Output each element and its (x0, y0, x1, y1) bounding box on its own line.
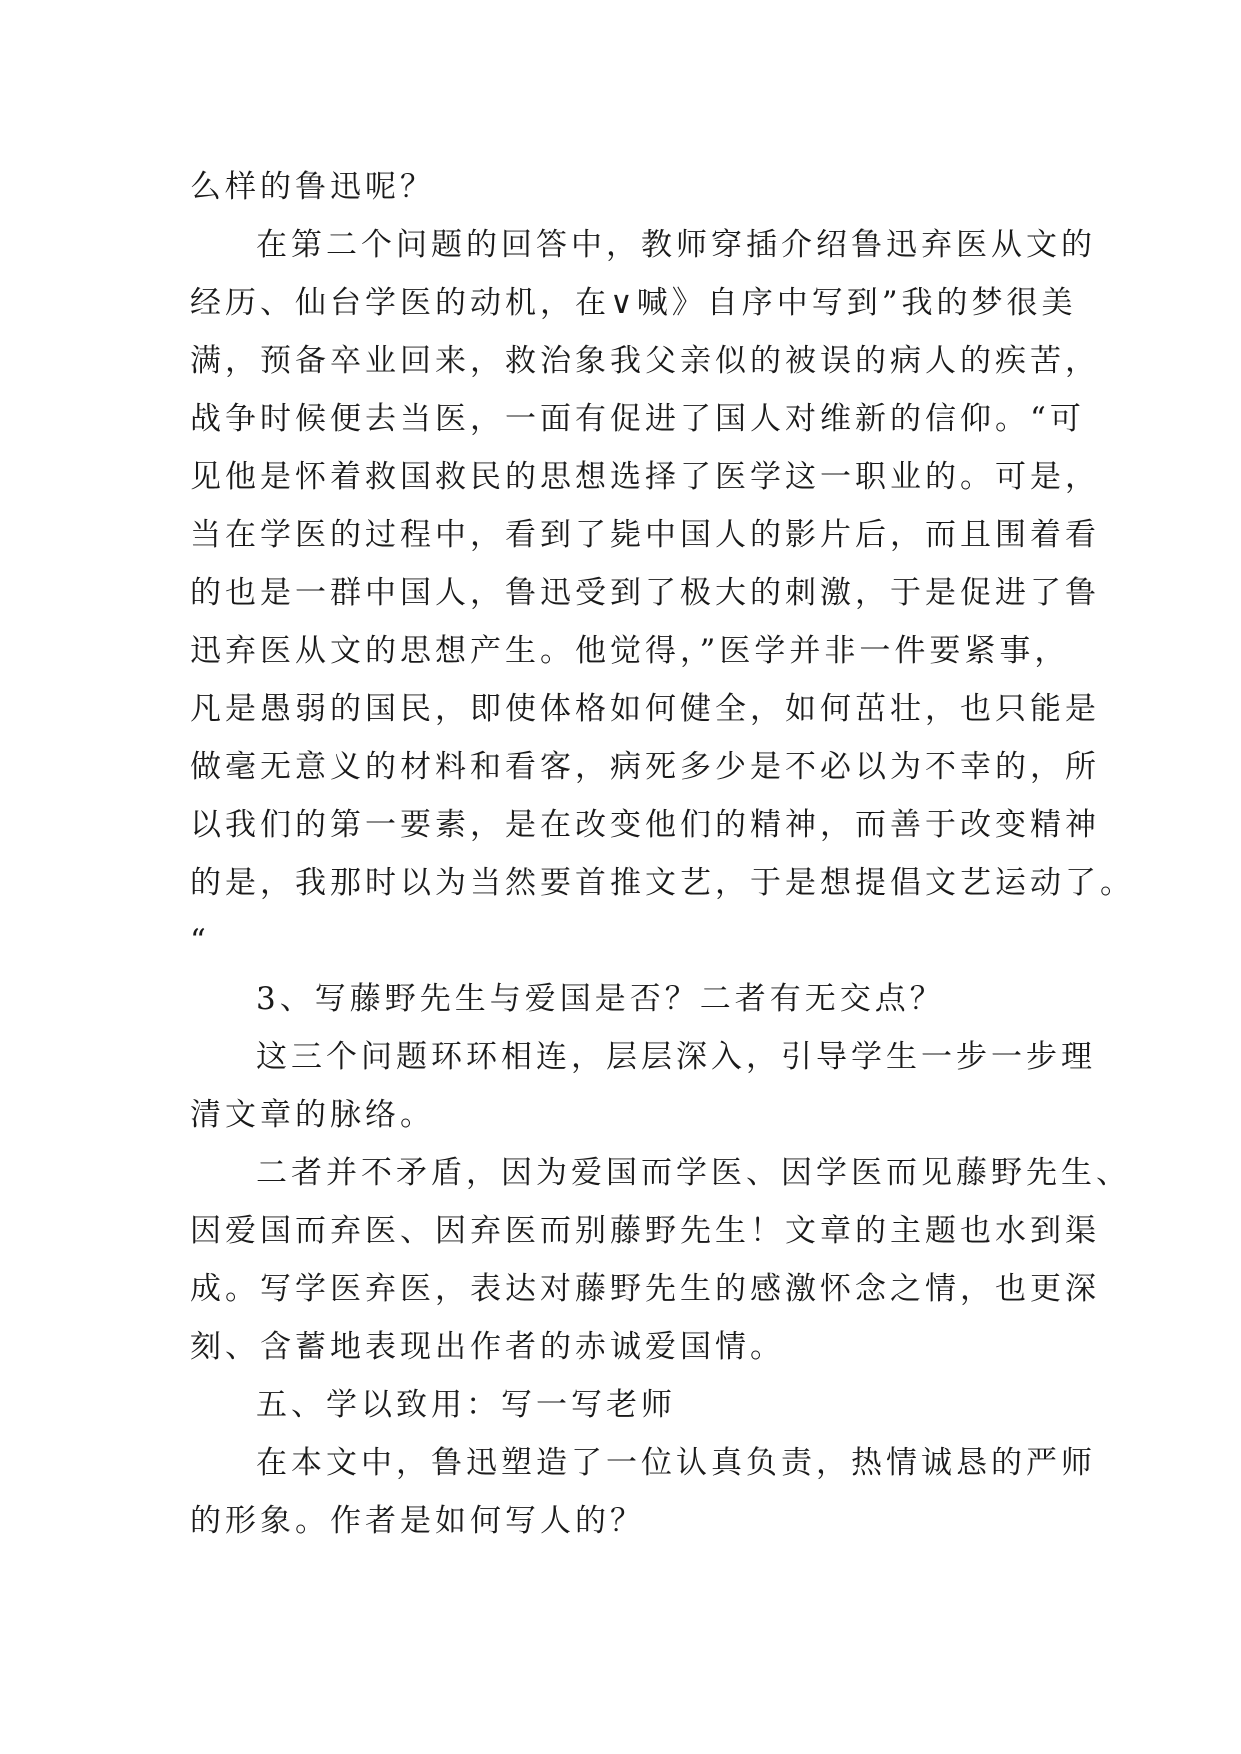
text-line: 因爱国而弃医、因弃医而别藤野先生！文章的主题也水到渠 (190, 1213, 1100, 1249)
text-line: 刻、含蓄地表现出作者的赤诚爱国情。 (190, 1329, 785, 1365)
text-line: 见他是怀着救国救民的思想选择了医学这一职业的。可是， (190, 459, 1100, 495)
text-line: 当在学医的过程中，看到了毙中国人的影片后，而且围着看 (190, 517, 1100, 553)
text-line: 清文章的脉络。 (190, 1097, 435, 1133)
text-line: 战争时候便去当医，一面有促进了国人对维新的信仰。“可 (190, 401, 1085, 437)
text-line: 以我们的第一要素，是在改变他们的精神，而善于改变精神 (190, 807, 1100, 843)
text-line: 成。写学医弃医，表达对藤野先生的感激怀念之情，也更深 (190, 1271, 1100, 1307)
text-line: “ (190, 923, 210, 959)
text-line: 凡是愚弱的国民，即使体格如何健全，如何茁壮，也只能是 (190, 691, 1100, 727)
text-line: 这三个问题环环相连，层层深入，引导学生一步一步理 (256, 1039, 1096, 1075)
section-heading-3: 3、写藤野先生与爱国是否？二者有无交点？ (256, 981, 945, 1017)
text-line: 在本文中，鲁迅塑造了一位认真负责，热情诚恳的严师 (256, 1445, 1096, 1481)
text-line: 的形象。作者是如何写人的？ (190, 1503, 645, 1539)
text-line: 做毫无意义的材料和看客，病死多少是不必以为不幸的，所 (190, 749, 1100, 785)
text-line: 二者并不矛盾，因为爱国而学医、因学医而见藤野先生、 (256, 1155, 1131, 1191)
text-line: 的也是一群中国人，鲁迅受到了极大的刺激，于是促进了鲁 (190, 575, 1100, 611)
text-line: 么样的鲁迅呢？ (190, 169, 435, 205)
text-line: 的是，我那时以为当然要首推文艺，于是想提倡文艺运动了。 (190, 865, 1135, 901)
text-line: 迅弃医从文的思想产生。他觉得，”医学并非一件要紧事， (190, 633, 1070, 669)
section-heading-5: 五、学以致用：写一写老师 (256, 1387, 676, 1423)
text-line: 在第二个问题的回答中，教师穿插介绍鲁迅弃医从文的 (256, 227, 1096, 263)
text-line: 满，预备卒业回来，救治象我父亲似的被误的病人的疾苦， (190, 343, 1100, 379)
text-line: 经历、仙台学医的动机，在∨喊》自序中写到”我的梦很美 (190, 285, 1077, 321)
document-body (190, 158, 1135, 1550)
